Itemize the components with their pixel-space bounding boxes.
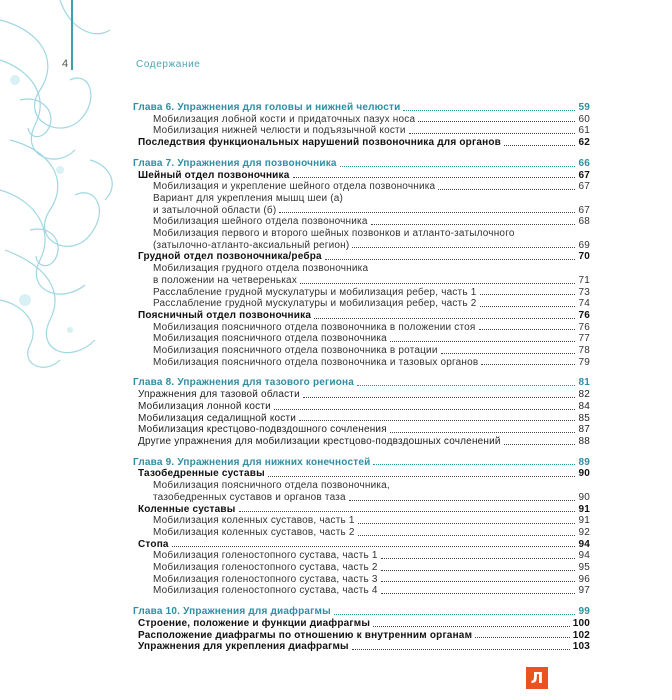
toc-entry-title: Строение, положение и функции диафрагмы [138, 617, 371, 629]
toc-page-number: 62 [578, 137, 590, 149]
toc-entry-title: (затылочно-атланто-аксиальный регион) [153, 239, 350, 251]
toc-page-number: 73 [578, 286, 590, 298]
toc-entry [133, 504, 590, 516]
dot-leader [352, 649, 570, 650]
toc-entry-title: и затылочной области (б) [153, 204, 277, 216]
toc-entry-title: Мобилизация шейного отдела позвоночника [153, 216, 368, 228]
dot-leader [293, 177, 576, 178]
table-of-contents [133, 102, 590, 653]
toc-entry-title: Мобилизация поясничного отдела позвоночника [153, 333, 387, 345]
toc-entry [133, 527, 590, 539]
toc-page-number: 97 [578, 585, 590, 597]
dot-leader [274, 409, 576, 410]
dot-leader [358, 535, 576, 536]
toc-entry [133, 630, 590, 642]
toc-entry-title: Мобилизация поясничного отдела позвоночника в положении стоя [153, 321, 476, 333]
toc-page-number: 68 [578, 216, 590, 228]
toc-entry-title: Упражнения для укрепления диафрагмы [138, 641, 349, 653]
dot-leader [314, 318, 575, 319]
decorative-ornament [0, 0, 130, 380]
toc-entry [133, 550, 590, 562]
toc-entry [133, 216, 590, 228]
toc-entry [133, 205, 590, 217]
toc-entry-title: Мобилизация коленных суставов, часть 1 [153, 515, 355, 527]
dot-leader [349, 500, 576, 501]
toc-entry-title: Мобилизация голеностопного сустава, часть 4 [153, 585, 378, 597]
page-number: 4 [62, 58, 69, 70]
dot-leader [381, 558, 576, 559]
toc-entry [133, 515, 590, 527]
toc-entry-title: Мобилизация лонной кости [138, 400, 271, 412]
dot-leader [381, 581, 576, 582]
toc-entry-title: Мобилизация нижней челюсти и подъязычной кости [153, 125, 406, 137]
toc-entry [133, 468, 590, 480]
dot-leader [357, 385, 575, 386]
toc-entry-title: Расслабление грудной мускулатуры и мобилизация ребер, часть 2 [153, 298, 477, 310]
toc-entry-title: Мобилизация поясничного отдела позвоночника и тазовых органов [153, 356, 479, 368]
toc-chapter [133, 102, 590, 114]
toc-page-number: 81 [578, 377, 590, 389]
toc-page-number: 90 [578, 491, 590, 503]
dot-leader [480, 306, 576, 307]
dot-leader [303, 397, 576, 398]
toc-page-number: 77 [578, 333, 590, 345]
toc-page-number: 76 [578, 321, 590, 333]
toc-entry-title: Шейный отдел позвоночника [138, 169, 290, 181]
toc-chapter [133, 158, 590, 170]
dot-leader [239, 511, 576, 512]
toc-page-number: 85 [578, 412, 590, 424]
toc-page-number: 61 [578, 125, 590, 137]
dot-leader [371, 224, 576, 225]
toc-entry-title: Мобилизация грудного отдела позвоночника [153, 263, 369, 275]
toc-entry-title: Последствия функциональных нарушений позвоночника для органов [138, 137, 501, 149]
toc-entry-title: Коленные суставы [138, 503, 236, 515]
toc-entry [133, 322, 590, 334]
toc-entry [133, 574, 590, 586]
toc-entry-title: Расположение диафрагмы по отношению к внутренним органам [138, 629, 473, 641]
toc-entry-title: Глава 9. Упражнения для нижних конечностей [133, 456, 371, 468]
dot-leader [172, 546, 576, 547]
toc-entry [133, 641, 590, 653]
dot-leader [504, 444, 576, 445]
toc-page-number: 79 [578, 356, 590, 368]
toc-entry-title: Вариант для укрепления мышц шеи (а) [153, 192, 344, 204]
toc-entry [133, 436, 590, 448]
toc-entry [133, 114, 590, 126]
dot-leader [268, 476, 576, 477]
toc-page-number: 78 [578, 345, 590, 357]
toc-page-number: 82 [578, 389, 590, 401]
toc-entry-title: Мобилизация и укрепление шейного отдела позвоночника [153, 181, 436, 193]
toc-page-number: 103 [572, 641, 590, 653]
toc-entry [133, 137, 590, 149]
toc-entry [133, 310, 590, 322]
toc-entry [133, 618, 590, 630]
toc-entry [133, 424, 590, 436]
toc-chapter [133, 606, 590, 618]
toc-page-number: 90 [578, 468, 590, 480]
toc-entry-title: Упражнения для тазовой области [138, 389, 300, 401]
toc-entry-title: Мобилизация голеностопного сустава, часть 2 [153, 562, 378, 574]
dot-leader [279, 212, 575, 213]
toc-entry-title: Мобилизация лобной кости и придаточных пазух носа [153, 113, 416, 125]
dot-leader [480, 294, 576, 295]
toc-entry-title: Глава 8. Упражнения для тазового региона [133, 377, 355, 389]
toc-page-number: 67 [578, 169, 590, 181]
dot-leader [340, 166, 576, 167]
dot-leader [299, 420, 575, 421]
toc-entry-title: Глава 10. Упражнения для диафрагмы [133, 606, 331, 618]
margin-rule [71, 0, 73, 70]
toc-chapter [133, 457, 590, 469]
toc-entry-title: Мобилизация седалищной кости [138, 412, 297, 424]
dot-leader [403, 110, 575, 111]
toc-entry [133, 357, 590, 369]
toc-page-number: 71 [578, 274, 590, 286]
toc-page-number: 67 [578, 204, 590, 216]
toc-entry [133, 585, 590, 597]
dot-leader [475, 637, 570, 638]
toc-page-number: 69 [578, 239, 590, 251]
toc-entry-title: Стопа [138, 538, 169, 550]
toc-entry [133, 181, 590, 193]
toc-page-number: 91 [578, 503, 590, 515]
toc-entry [133, 389, 590, 401]
toc-page-number: 102 [572, 629, 590, 641]
toc-page-number: 76 [578, 309, 590, 321]
toc-entry-title: Мобилизация первого и второго шейных позвонков и атланто-затылочного [153, 228, 515, 240]
toc-page-number: 88 [578, 435, 590, 447]
toc-entry-title: Грудной отдел позвоночника/ребра [138, 251, 322, 263]
toc-page-number: 99 [578, 606, 590, 618]
publisher-logo [526, 667, 548, 689]
dot-leader [358, 523, 576, 524]
toc-entry-title: Мобилизация крестцово-подвздошного сочленения [138, 424, 387, 436]
toc-entry [133, 251, 590, 263]
dot-leader [390, 432, 576, 433]
dot-leader [300, 283, 575, 284]
toc-page-number: 59 [578, 102, 590, 113]
toc-entry [133, 193, 590, 205]
dot-leader [479, 329, 576, 330]
toc-page-number: 60 [578, 113, 590, 125]
toc-page-number: 70 [578, 251, 590, 263]
toc-entry [133, 170, 590, 182]
dot-leader [390, 341, 576, 342]
toc-entry-title: Поясничный отдел позвоночника [138, 309, 312, 321]
toc-page-number: 94 [578, 550, 590, 562]
toc-entry [133, 333, 590, 345]
toc-page-number: 95 [578, 562, 590, 574]
toc-page-number: 89 [578, 456, 590, 468]
dot-leader [381, 570, 576, 571]
toc-entry [133, 275, 590, 287]
toc-entry [133, 298, 590, 310]
toc-chapter [133, 377, 590, 389]
dot-leader [481, 364, 575, 365]
toc-page-number: 96 [578, 573, 590, 585]
publisher-logo-letter: Л [530, 669, 544, 687]
dot-leader [352, 247, 575, 248]
toc-entry [133, 228, 590, 240]
toc-entry-title: Расслабление грудной мускулатуры и мобилизация ребер, часть 1 [153, 286, 477, 298]
toc-entry-title: Мобилизация поясничного отдела позвоночника, [153, 480, 390, 492]
toc-entry-title: Мобилизация голеностопного сустава, часть 1 [153, 550, 378, 562]
toc-entry-title: Мобилизация коленных суставов, часть 2 [153, 526, 355, 538]
toc-entry-title: Мобилизация поясничного отдела позвоночника в ротации [153, 345, 438, 357]
dot-leader [381, 593, 576, 594]
toc-entry-title: Тазобедренные суставы [138, 468, 265, 480]
toc-page-number: 92 [578, 526, 590, 538]
toc-entry [133, 263, 590, 275]
toc-entry-title: тазобедренных суставов и органов таза [153, 491, 346, 503]
toc-entry [133, 413, 590, 425]
toc-page-number: 87 [578, 424, 590, 436]
dot-leader [373, 464, 575, 465]
dot-leader [373, 626, 570, 627]
toc-entry-title: Глава 6. Упражнения для головы и нижней челюсти [133, 102, 401, 113]
dot-leader [334, 614, 576, 615]
toc-entry [133, 125, 590, 137]
toc-page-number: 66 [578, 157, 590, 169]
toc-entry [133, 539, 590, 551]
toc-entry [133, 287, 590, 299]
toc-page-number: 67 [578, 181, 590, 193]
toc-page-number: 84 [578, 400, 590, 412]
toc-entry [133, 562, 590, 574]
toc-entry [133, 401, 590, 413]
toc-page-number: 94 [578, 538, 590, 550]
toc-page-number: 74 [578, 298, 590, 310]
dot-leader [325, 259, 576, 260]
toc-entry [133, 345, 590, 357]
toc-entry-title: Другие упражнения для мобилизации крестцово-подвздошных сочленений [138, 435, 501, 447]
toc-entry [133, 492, 590, 504]
toc-page-number: 91 [578, 515, 590, 527]
toc-entry-title: Глава 7. Упражнения для позвоночника [133, 157, 337, 169]
dot-leader [409, 133, 576, 134]
dot-leader [438, 189, 575, 190]
toc-entry [133, 480, 590, 492]
dot-leader [504, 145, 575, 146]
dot-leader [441, 353, 576, 354]
toc-page-number: 100 [572, 617, 590, 629]
running-head: Содержание [136, 59, 201, 70]
toc-entry-title: в положении на четвереньках [153, 274, 298, 286]
dot-leader [418, 121, 575, 122]
toc-entry-title: Мобилизация голеностопного сустава, часть 3 [153, 573, 378, 585]
toc-entry [133, 240, 590, 252]
